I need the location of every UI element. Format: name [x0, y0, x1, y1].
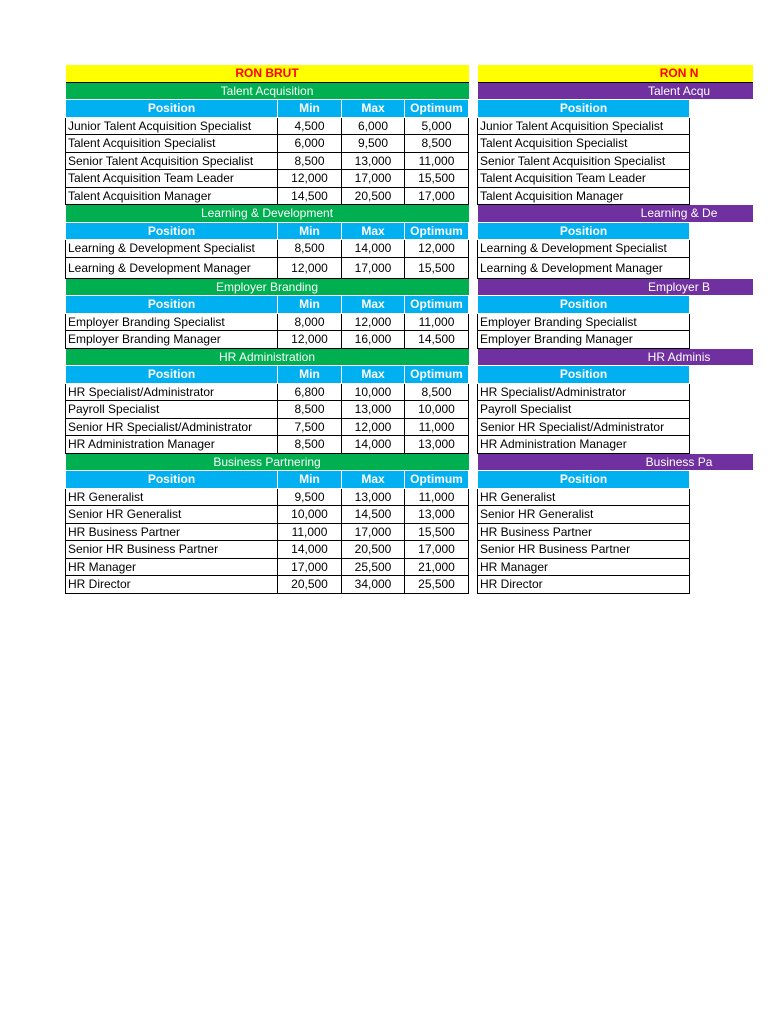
column-header-row — [66, 366, 469, 384]
optimum-cell: 10,000 — [405, 401, 469, 419]
section-title: Talent Acqu — [478, 82, 754, 100]
position-cell: Senior Talent Acquisition Specialist — [478, 152, 690, 170]
section-row — [478, 453, 754, 471]
blank-cell — [690, 313, 754, 331]
min-cell: 11,000 — [278, 523, 342, 541]
position-cell: HR Business Partner — [66, 523, 278, 541]
optimum-cell: 15,500 — [405, 170, 469, 188]
optimum-cell: 11,000 — [405, 418, 469, 436]
min-cell: 14,500 — [278, 187, 342, 205]
section-row — [66, 278, 469, 296]
section-row — [66, 205, 469, 223]
max-cell: 20,500 — [342, 541, 405, 559]
position-cell: HR Business Partner — [478, 523, 690, 541]
position-cell: HR Manager — [478, 558, 690, 576]
header-max: Max — [342, 366, 405, 384]
table-title: RON BRUT — [66, 65, 469, 82]
table-row — [478, 135, 754, 153]
header-optimum: Optimum — [405, 296, 469, 314]
optimum-cell: 13,000 — [405, 506, 469, 524]
optimum-cell: 15,500 — [405, 523, 469, 541]
position-cell: Learning & Development Specialist — [66, 240, 278, 258]
blank-cell — [690, 488, 754, 506]
header-optimum: Optimum — [405, 471, 469, 489]
header-optimum: Optimum — [405, 366, 469, 384]
table-row — [66, 170, 469, 188]
table-row — [66, 240, 469, 258]
max-cell: 6,000 — [342, 117, 405, 135]
header-min: Min — [278, 296, 342, 314]
blank-cell — [690, 117, 754, 135]
section-row — [66, 453, 469, 471]
max-cell: 10,000 — [342, 383, 405, 401]
section-title: Learning & De — [478, 205, 754, 223]
position-cell: Employer Branding Specialist — [66, 313, 278, 331]
optimum-cell: 11,000 — [405, 152, 469, 170]
max-cell: 25,500 — [342, 558, 405, 576]
min-cell: 8,000 — [278, 313, 342, 331]
table-row — [478, 436, 754, 454]
position-cell: Payroll Specialist — [66, 401, 278, 419]
optimum-cell: 17,000 — [405, 541, 469, 559]
position-cell: Employer Branding Manager — [66, 331, 278, 349]
position-cell: Learning & Development Manager — [66, 257, 278, 278]
column-header-row — [478, 222, 754, 240]
blank-cell — [690, 523, 754, 541]
position-cell: Talent Acquisition Manager — [478, 187, 690, 205]
position-cell: HR Specialist/Administrator — [478, 383, 690, 401]
min-cell: 8,500 — [278, 240, 342, 258]
position-cell: Senior HR Specialist/Administrator — [478, 418, 690, 436]
column-header-row — [66, 296, 469, 314]
optimum-cell: 11,000 — [405, 488, 469, 506]
table-title-row — [478, 65, 754, 82]
header-position: Position — [478, 366, 690, 384]
position-cell: Talent Acquisition Manager — [66, 187, 278, 205]
max-cell: 17,000 — [342, 523, 405, 541]
table-row — [66, 401, 469, 419]
position-cell: Senior HR Business Partner — [66, 541, 278, 559]
position-cell: Junior Talent Acquisition Specialist — [478, 117, 690, 135]
position-cell: HR Manager — [66, 558, 278, 576]
ron-brut-table — [65, 65, 469, 594]
section-title: Employer B — [478, 278, 754, 296]
max-cell: 9,500 — [342, 135, 405, 153]
blank-cell — [690, 187, 754, 205]
table-title: RON N — [478, 65, 754, 82]
min-cell: 12,000 — [278, 170, 342, 188]
position-cell: HR Generalist — [478, 488, 690, 506]
table-row — [66, 152, 469, 170]
table-row — [478, 401, 754, 419]
section-title: Business Pa — [478, 453, 754, 471]
optimum-cell: 12,000 — [405, 240, 469, 258]
table-row — [478, 170, 754, 188]
position-cell: Senior HR Specialist/Administrator — [66, 418, 278, 436]
section-row — [478, 278, 754, 296]
header-position: Position — [478, 471, 690, 489]
column-header-row — [478, 296, 754, 314]
max-cell: 34,000 — [342, 576, 405, 594]
min-cell: 8,500 — [278, 152, 342, 170]
max-cell: 17,000 — [342, 170, 405, 188]
position-cell: Talent Acquisition Specialist — [66, 135, 278, 153]
header-blank — [690, 296, 754, 314]
min-cell: 12,000 — [278, 257, 342, 278]
min-cell: 20,500 — [278, 576, 342, 594]
position-cell: Talent Acquisition Team Leader — [66, 170, 278, 188]
header-position: Position — [66, 100, 278, 118]
table-row — [66, 257, 469, 278]
max-cell: 14,000 — [342, 240, 405, 258]
header-position: Position — [66, 366, 278, 384]
position-cell: Senior Talent Acquisition Specialist — [66, 152, 278, 170]
table-row — [66, 187, 469, 205]
column-header-row — [66, 100, 469, 118]
max-cell: 14,500 — [342, 506, 405, 524]
position-cell: Payroll Specialist — [478, 401, 690, 419]
section-row — [66, 82, 469, 100]
header-max: Max — [342, 471, 405, 489]
table-row — [66, 418, 469, 436]
blank-cell — [690, 418, 754, 436]
header-blank — [690, 222, 754, 240]
position-cell: HR Administration Manager — [66, 436, 278, 454]
position-cell: Learning & Development Manager — [478, 257, 690, 278]
column-header-row — [478, 471, 754, 489]
header-min: Min — [278, 471, 342, 489]
section-row — [478, 348, 754, 366]
position-cell: HR Director — [478, 576, 690, 594]
optimum-cell: 21,000 — [405, 558, 469, 576]
min-cell: 12,000 — [278, 331, 342, 349]
table-row — [66, 488, 469, 506]
optimum-cell: 11,000 — [405, 313, 469, 331]
position-cell: HR Administration Manager — [478, 436, 690, 454]
blank-cell — [690, 257, 754, 278]
header-min: Min — [278, 366, 342, 384]
table-row — [478, 313, 754, 331]
min-cell: 10,000 — [278, 506, 342, 524]
header-max: Max — [342, 100, 405, 118]
position-cell: Talent Acquisition Team Leader — [478, 170, 690, 188]
position-cell: Senior HR Generalist — [66, 506, 278, 524]
blank-cell — [690, 331, 754, 349]
min-cell: 6,800 — [278, 383, 342, 401]
table-row — [66, 313, 469, 331]
min-cell: 14,000 — [278, 541, 342, 559]
table-row — [66, 576, 469, 594]
table-row — [66, 436, 469, 454]
column-header-row — [66, 222, 469, 240]
header-position: Position — [66, 471, 278, 489]
header-blank — [690, 100, 754, 118]
header-min: Min — [278, 100, 342, 118]
position-cell: HR Generalist — [66, 488, 278, 506]
optimum-cell: 25,500 — [405, 576, 469, 594]
blank-cell — [690, 558, 754, 576]
header-optimum: Optimum — [405, 222, 469, 240]
table-row — [66, 117, 469, 135]
optimum-cell: 8,500 — [405, 135, 469, 153]
optimum-cell: 13,000 — [405, 436, 469, 454]
max-cell: 12,000 — [342, 418, 405, 436]
header-blank — [690, 366, 754, 384]
table-row — [478, 257, 754, 278]
table-row — [478, 418, 754, 436]
blank-cell — [690, 152, 754, 170]
column-header-row — [478, 366, 754, 384]
max-cell: 13,000 — [342, 488, 405, 506]
table-row — [478, 240, 754, 258]
position-cell: Talent Acquisition Specialist — [478, 135, 690, 153]
section-title: Learning & Development — [66, 205, 469, 223]
table-row — [66, 541, 469, 559]
table-row — [66, 331, 469, 349]
position-cell: Employer Branding Manager — [478, 331, 690, 349]
blank-cell — [690, 541, 754, 559]
ron-net-table-wrap — [477, 65, 753, 605]
blank-cell — [690, 576, 754, 594]
table-row — [478, 558, 754, 576]
header-max: Max — [342, 296, 405, 314]
position-cell: Senior HR Generalist — [478, 506, 690, 524]
table-row — [478, 541, 754, 559]
optimum-cell: 5,000 — [405, 117, 469, 135]
max-cell: 17,000 — [342, 257, 405, 278]
position-cell: HR Director — [66, 576, 278, 594]
column-header-row — [478, 100, 754, 118]
table-row — [66, 523, 469, 541]
table-row — [478, 152, 754, 170]
section-row — [66, 348, 469, 366]
header-max: Max — [342, 222, 405, 240]
position-cell: HR Specialist/Administrator — [66, 383, 278, 401]
table-row — [66, 558, 469, 576]
blank-cell — [690, 383, 754, 401]
min-cell: 7,500 — [278, 418, 342, 436]
max-cell: 20,500 — [342, 187, 405, 205]
section-title: Talent Acquisition — [66, 82, 469, 100]
max-cell: 13,000 — [342, 152, 405, 170]
table-row — [478, 506, 754, 524]
optimum-cell: 17,000 — [405, 187, 469, 205]
header-position: Position — [66, 296, 278, 314]
header-min: Min — [278, 222, 342, 240]
table-row — [66, 135, 469, 153]
blank-cell — [690, 506, 754, 524]
blank-cell — [690, 240, 754, 258]
header-position: Position — [66, 222, 278, 240]
header-optimum: Optimum — [405, 100, 469, 118]
blank-cell — [690, 135, 754, 153]
ron-net-table — [477, 65, 753, 594]
section-row — [478, 82, 754, 100]
optimum-cell: 8,500 — [405, 383, 469, 401]
section-title: HR Administration — [66, 348, 469, 366]
optimum-cell: 14,500 — [405, 331, 469, 349]
header-position: Position — [478, 100, 690, 118]
header-blank — [690, 471, 754, 489]
max-cell: 13,000 — [342, 401, 405, 419]
table-row — [478, 576, 754, 594]
section-title: Business Partnering — [66, 453, 469, 471]
max-cell: 16,000 — [342, 331, 405, 349]
max-cell: 14,000 — [342, 436, 405, 454]
optimum-cell: 15,500 — [405, 257, 469, 278]
section-row — [478, 205, 754, 223]
section-title: HR Adminis — [478, 348, 754, 366]
position-cell: Employer Branding Specialist — [478, 313, 690, 331]
min-cell: 4,500 — [278, 117, 342, 135]
position-cell: Senior HR Business Partner — [478, 541, 690, 559]
min-cell: 8,500 — [278, 436, 342, 454]
blank-cell — [690, 436, 754, 454]
column-header-row — [66, 471, 469, 489]
position-cell: Learning & Development Specialist — [478, 240, 690, 258]
table-title-row — [66, 65, 469, 82]
table-row — [66, 383, 469, 401]
blank-cell — [690, 170, 754, 188]
min-cell: 8,500 — [278, 401, 342, 419]
table-row — [66, 506, 469, 524]
table-row — [478, 488, 754, 506]
table-row — [478, 383, 754, 401]
header-position: Position — [478, 222, 690, 240]
position-cell: Junior Talent Acquisition Specialist — [66, 117, 278, 135]
blank-cell — [690, 401, 754, 419]
min-cell: 9,500 — [278, 488, 342, 506]
header-position: Position — [478, 296, 690, 314]
min-cell: 17,000 — [278, 558, 342, 576]
section-title: Employer Branding — [66, 278, 469, 296]
table-row — [478, 187, 754, 205]
table-row — [478, 117, 754, 135]
min-cell: 6,000 — [278, 135, 342, 153]
max-cell: 12,000 — [342, 313, 405, 331]
table-row — [478, 331, 754, 349]
table-row — [478, 523, 754, 541]
